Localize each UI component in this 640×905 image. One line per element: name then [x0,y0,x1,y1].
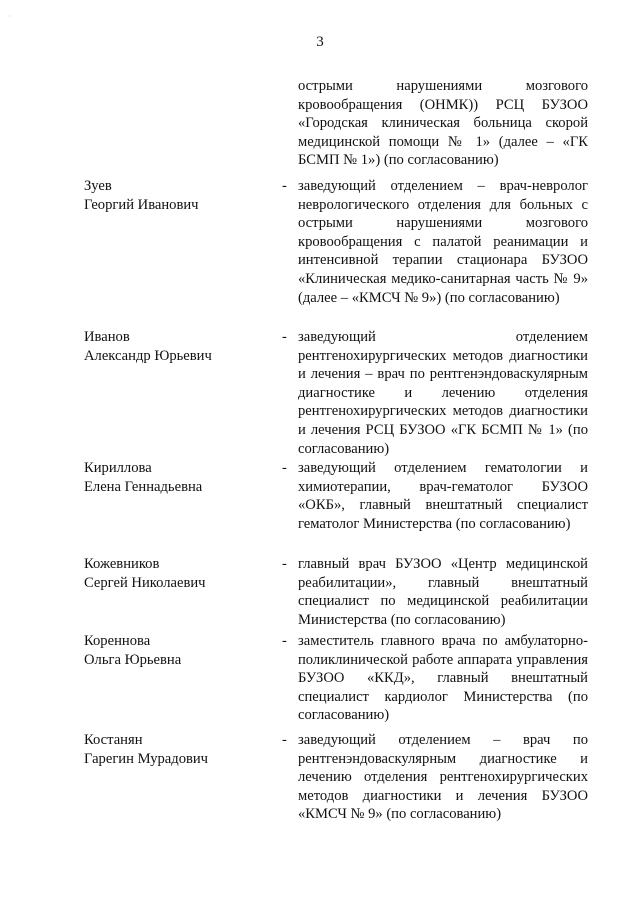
person-name [84,328,274,365]
surname: Костанян [84,732,143,748]
given-names: Александр Юрьевич [84,347,212,364]
given-names: Георгий Иванович [84,196,199,213]
continuation-text: острыми нарушениями мозгового кровообращения (ОНМК)) РСЦ БУЗОО «Городская клиническая больница скорой медицинской помощи № 1» (далее – «ГК БСМП № 1») (по согласованию) [298,78,588,169]
person-name [84,632,274,669]
dash-separator: - [282,633,287,649]
position-description: заведующий отделением рентгенохирургических методов диагностики и лечения – врач по рентгенэндоваскулярным диагностике и лечению отделения рентгенохирургических методов диагностики и лечения РСЦ БУЗОО «ГК БСМП № 1» (по согласованию) [298,329,588,457]
person-name [84,731,274,768]
person-name [84,177,274,214]
given-names: Гарегин Мурадович [84,750,209,767]
position-description: заведующий отделением – врач по рентгенэндоваскулярным диагностике и лечению отделения рентгенохирургических методов диагностики и лечения БУЗОО «КМСЧ № 9» (по согласованию) [298,732,588,823]
dash-separator: - [282,178,287,194]
given-names: Елена Геннадьевна [84,478,203,495]
surname: Иванов [84,329,130,345]
given-names: Ольга Юрьевна [84,651,182,668]
surname: Кожевников [84,556,160,572]
surname: Зуев [84,178,112,194]
dash-separator: - [282,460,287,476]
position-description: заместитель главного врача по амбулаторно-поликлинической работе аппарата управления БУЗОО «ККД», главный внештатный специалист кардиолог Министерства (по согласованию) [298,633,588,724]
position-description: главный врач БУЗОО «Центр медицинской реабилитации», главный внештатный специалист по медицинской реабилитации Министерства (по согласованию) [298,556,588,628]
position-description: заведующий отделением гематологии и химиотерапии, врач-гематолог БУЗОО «ОКБ», главный внештатный специалист гематолог Министерства (по согласованию) [298,460,588,532]
surname: Кириллова [84,460,152,476]
surname: Кореннова [84,633,151,649]
person-name [84,555,274,592]
person-name [84,459,274,496]
given-names: Сергей Николаевич [84,574,206,591]
dash-separator: - [282,732,287,748]
corner-mark: · [8,12,11,21]
position-description: заведующий отделением – врач-невролог неврологического отделения для больных с острыми нарушениями мозгового кровообращения с палатой реанимации и интенсивной терапии стационара БУЗОО «Клиническая медико-санитарная часть № 9» (далее – «КМСЧ № 9») (по согласованию) [298,178,588,306]
dash-separator: - [282,556,287,572]
page-number: 3 [316,34,324,50]
dash-separator: - [282,329,287,345]
